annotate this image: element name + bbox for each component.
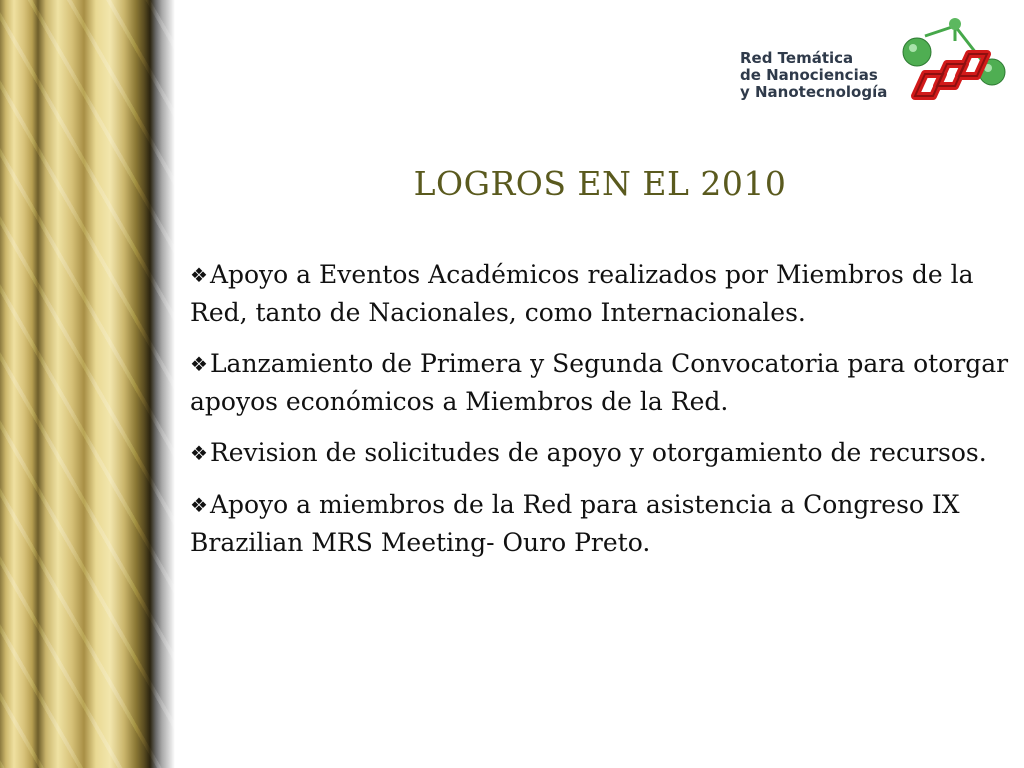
logo-line-2: de Nanociencias [740,66,878,84]
diamond-bullet-icon: ❖ [190,263,208,287]
diamond-bullet-icon: ❖ [190,493,208,517]
bullet-item [190,345,1010,420]
bullet-text: Apoyo a Eventos Académicos realizados por Miembros de la Red, tanto de Nacionales, como Internacionales. [190,260,974,327]
logo [740,16,1015,116]
diamond-bullet-icon: ❖ [190,441,208,465]
slide-title: LOGROS EN EL 2010 [413,164,787,203]
diamond-bullet-icon: ❖ [190,352,208,376]
decorative-column [0,0,175,768]
bullet-item [190,256,1010,331]
bullet-text: Lanzamiento de Primera y Segunda Convocatoria para otorgar apoyos económicos a Miembros de la Red. [190,349,1009,416]
bullet-text: Revision de solicitudes de apoyo y otorgamiento de recursos. [209,438,987,467]
molecule-logo-icon [895,16,1015,116]
logo-line-3: y Nanotecnología [740,83,888,101]
bullet-text: Apoyo a miembros de la Red para asistencia a Congreso IX Brazilian MRS Meeting- Ouro Preto. [190,490,960,557]
logo-line-1: Red Temática [740,49,854,67]
bullet-item [190,486,1010,561]
bullet-item [190,434,1010,472]
bullet-list [190,256,1010,575]
logo-text [740,50,887,101]
